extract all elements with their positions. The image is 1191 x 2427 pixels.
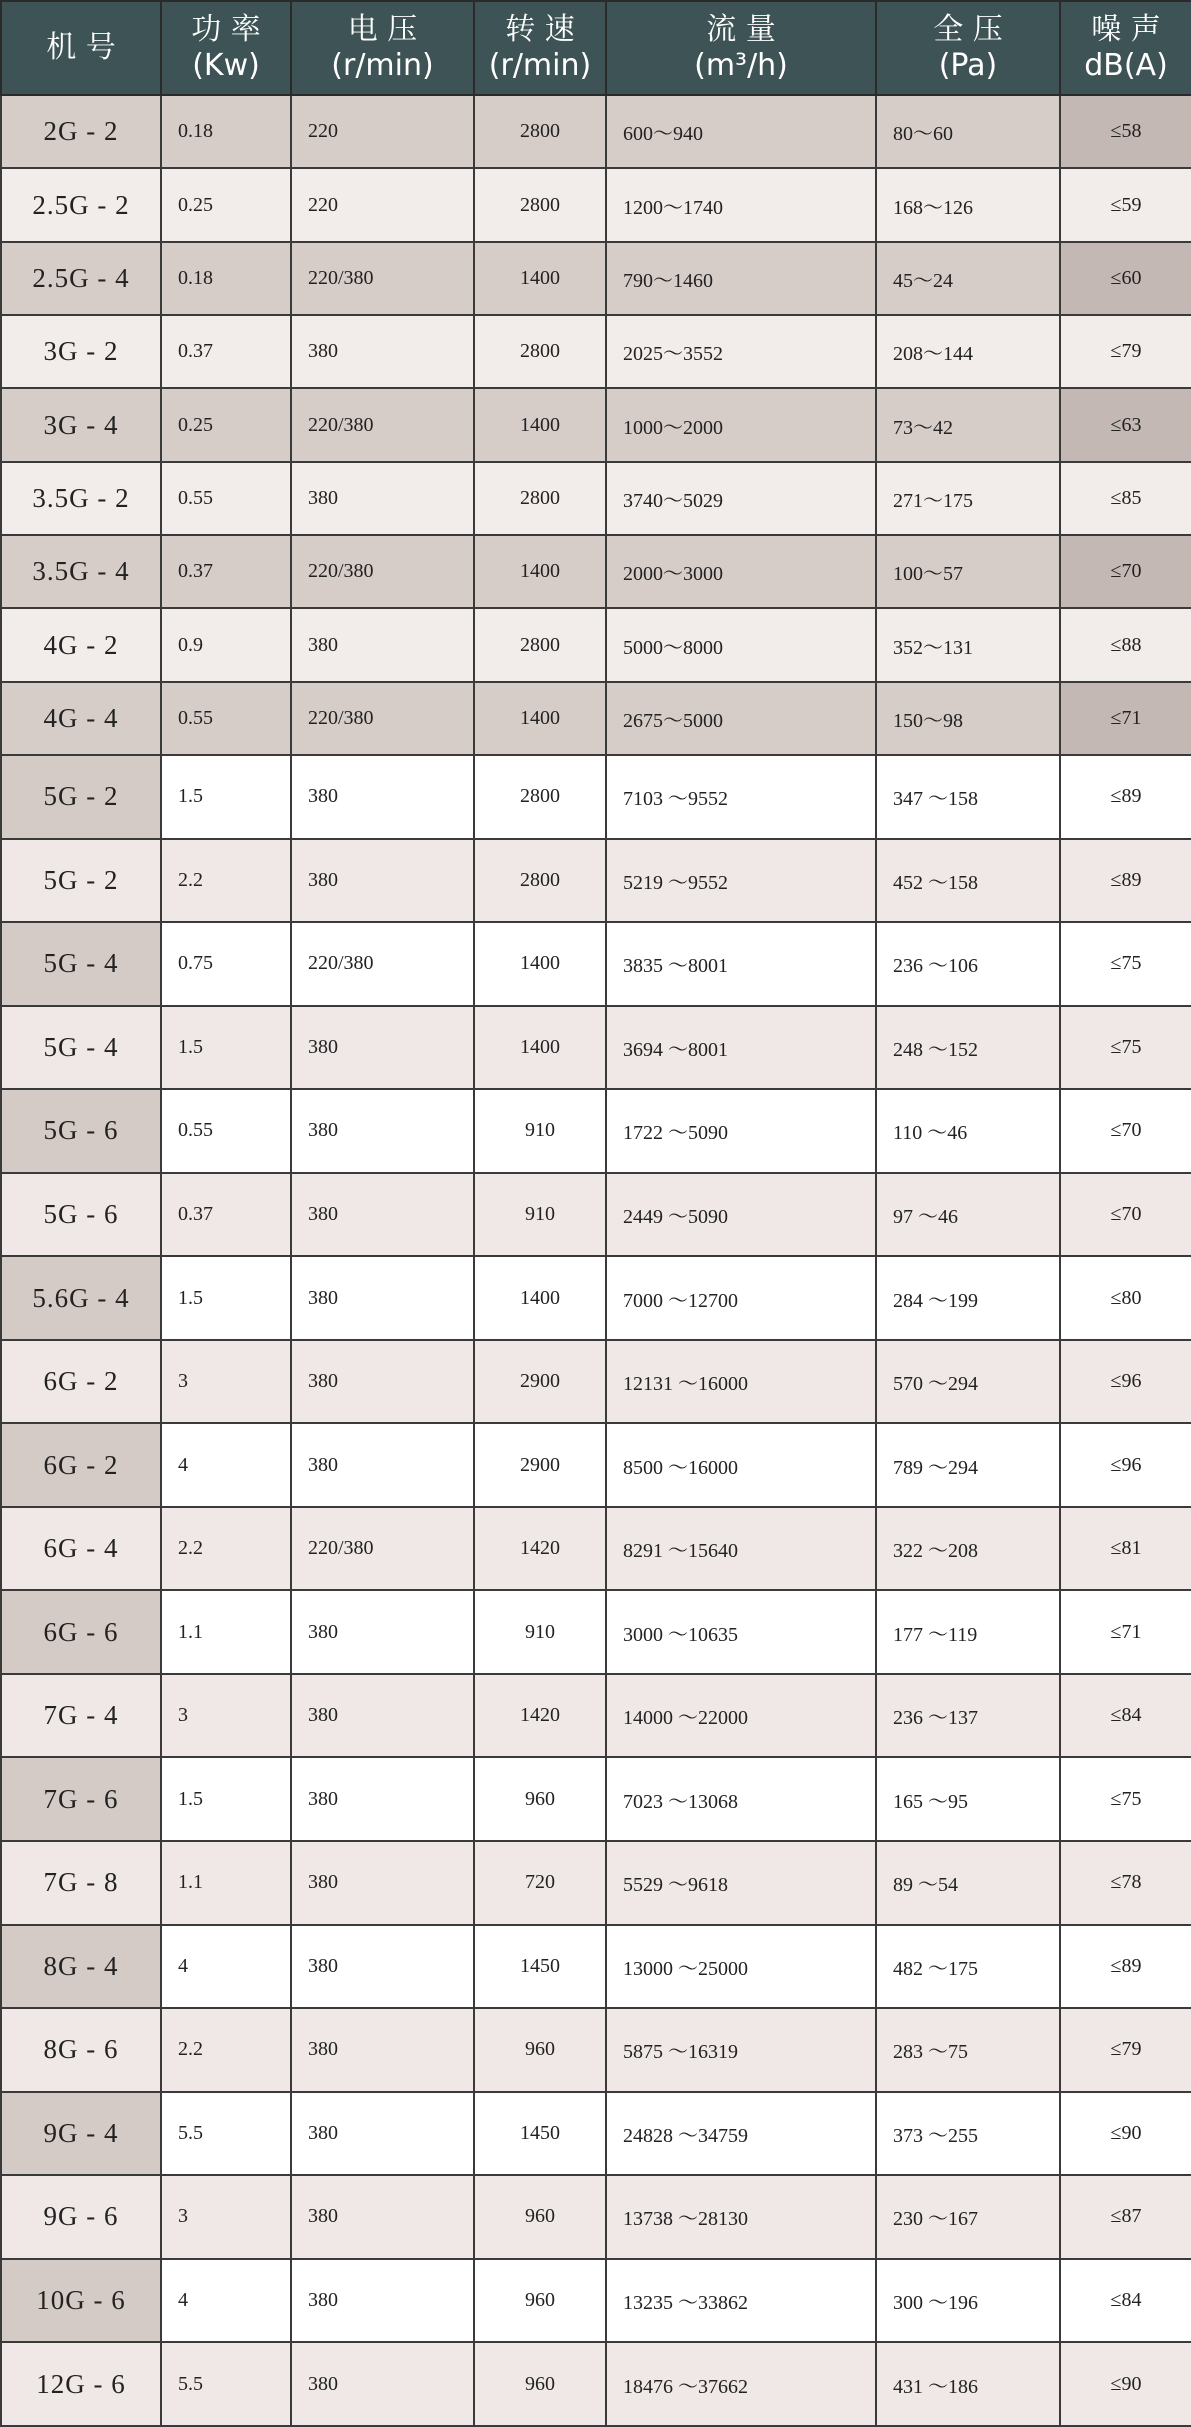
- cell-noise: ≤96: [1060, 1340, 1191, 1424]
- cell-speed: 960: [474, 2259, 606, 2343]
- cell-model: 6G - 2: [1, 1423, 161, 1507]
- cell-voltage: 380: [291, 2008, 474, 2092]
- cell-noise: ≤75: [1060, 1006, 1191, 1090]
- cell-power: 2.2: [161, 839, 291, 923]
- cell-flow: 5219 ～9552: [606, 839, 876, 923]
- cell-noise: ≤59: [1060, 168, 1191, 241]
- cell-pressure: 100～57: [876, 535, 1060, 608]
- cell-noise: ≤60: [1060, 242, 1191, 315]
- cell-power: 0.18: [161, 95, 291, 168]
- cell-flow: 2675～5000: [606, 682, 876, 755]
- cell-pressure: 284 ～199: [876, 1256, 1060, 1340]
- cell-pressure: 80～60: [876, 95, 1060, 168]
- table-row: [1, 535, 1191, 608]
- header-power: 功 率 (Kw): [161, 1, 291, 95]
- cell-voltage: 380: [291, 839, 474, 923]
- cell-model: 10G - 6: [1, 2259, 161, 2343]
- cell-noise: ≤80: [1060, 1256, 1191, 1340]
- cell-noise: ≤89: [1060, 755, 1191, 839]
- cell-speed: 2800: [474, 462, 606, 535]
- header-noise: 噪 声 dB(A): [1060, 1, 1191, 95]
- cell-voltage: 380: [291, 1089, 474, 1173]
- cell-voltage: 380: [291, 1006, 474, 1090]
- cell-noise: ≤75: [1060, 922, 1191, 1006]
- table-row: [1, 388, 1191, 461]
- cell-noise: ≤63: [1060, 388, 1191, 461]
- table-row: [1, 1507, 1191, 1591]
- cell-pressure: 177 ～119: [876, 1590, 1060, 1674]
- table-row: [1, 1256, 1191, 1340]
- cell-speed: 960: [474, 2175, 606, 2259]
- table-row: [1, 1925, 1191, 2009]
- cell-flow: 5875 ～16319: [606, 2008, 876, 2092]
- table-row: [1, 1340, 1191, 1424]
- cell-noise: ≤96: [1060, 1423, 1191, 1507]
- cell-speed: 1400: [474, 242, 606, 315]
- table-row: [1, 1757, 1191, 1841]
- cell-pressure: 452 ～158: [876, 839, 1060, 923]
- table-header-row: [1, 1, 1191, 95]
- cell-noise: ≤81: [1060, 1507, 1191, 1591]
- cell-voltage: 380: [291, 1173, 474, 1257]
- cell-power: 0.25: [161, 388, 291, 461]
- table-row: [1, 2008, 1191, 2092]
- cell-speed: 910: [474, 1089, 606, 1173]
- cell-noise: ≤87: [1060, 2175, 1191, 2259]
- cell-power: 2.2: [161, 2008, 291, 2092]
- cell-voltage: 380: [291, 1925, 474, 2009]
- cell-voltage: 220: [291, 95, 474, 168]
- cell-speed: 2800: [474, 168, 606, 241]
- cell-model: 5G - 4: [1, 922, 161, 1006]
- cell-model: 3.5G - 4: [1, 535, 161, 608]
- table-row: [1, 168, 1191, 241]
- cell-flow: 2025～3552: [606, 315, 876, 388]
- cell-power: 0.25: [161, 168, 291, 241]
- cell-noise: ≤75: [1060, 1757, 1191, 1841]
- table-row: [1, 242, 1191, 315]
- cell-noise: ≤90: [1060, 2342, 1191, 2426]
- cell-pressure: 431 ～186: [876, 2342, 1060, 2426]
- cell-voltage: 380: [291, 1340, 474, 1424]
- table-row: [1, 2175, 1191, 2259]
- table-body: [1, 95, 1191, 2426]
- cell-noise: ≤79: [1060, 2008, 1191, 2092]
- cell-power: 5.5: [161, 2092, 291, 2176]
- cell-speed: 720: [474, 1841, 606, 1925]
- cell-flow: 2000～3000: [606, 535, 876, 608]
- cell-pressure: 168～126: [876, 168, 1060, 241]
- cell-flow: 7000 ～12700: [606, 1256, 876, 1340]
- cell-voltage: 380: [291, 2259, 474, 2343]
- cell-speed: 960: [474, 2008, 606, 2092]
- table-row: [1, 2092, 1191, 2176]
- cell-voltage: 220/380: [291, 242, 474, 315]
- cell-pressure: 97 ～46: [876, 1173, 1060, 1257]
- cell-speed: 2800: [474, 608, 606, 681]
- cell-speed: 2900: [474, 1423, 606, 1507]
- cell-flow: 8291 ～15640: [606, 1507, 876, 1591]
- table-row: [1, 1423, 1191, 1507]
- cell-flow: 13738 ～28130: [606, 2175, 876, 2259]
- table-row: [1, 2342, 1191, 2426]
- cell-power: 4: [161, 1423, 291, 1507]
- cell-model: 12G - 6: [1, 2342, 161, 2426]
- cell-pressure: 271～175: [876, 462, 1060, 535]
- table-row: [1, 755, 1191, 839]
- cell-speed: 1400: [474, 682, 606, 755]
- cell-voltage: 220/380: [291, 535, 474, 608]
- cell-flow: 1722 ～5090: [606, 1089, 876, 1173]
- cell-speed: 2800: [474, 95, 606, 168]
- cell-power: 1.5: [161, 1757, 291, 1841]
- cell-pressure: 45～24: [876, 242, 1060, 315]
- cell-power: 3: [161, 2175, 291, 2259]
- cell-power: 4: [161, 2259, 291, 2343]
- cell-flow: 790～1460: [606, 242, 876, 315]
- cell-voltage: 380: [291, 755, 474, 839]
- cell-model: 4G - 2: [1, 608, 161, 681]
- cell-model: 2.5G - 2: [1, 168, 161, 241]
- cell-pressure: 347 ～158: [876, 755, 1060, 839]
- cell-pressure: 165 ～95: [876, 1757, 1060, 1841]
- cell-power: 0.55: [161, 1089, 291, 1173]
- table-row: [1, 1006, 1191, 1090]
- cell-noise: ≤89: [1060, 1925, 1191, 2009]
- cell-power: 0.55: [161, 682, 291, 755]
- cell-model: 8G - 4: [1, 1925, 161, 2009]
- cell-power: 0.37: [161, 1173, 291, 1257]
- header-speed: 转 速 (r/min): [474, 1, 606, 95]
- cell-voltage: 380: [291, 1674, 474, 1758]
- cell-pressure: 283 ～75: [876, 2008, 1060, 2092]
- cell-model: 2.5G - 4: [1, 242, 161, 315]
- cell-pressure: 236 ～137: [876, 1674, 1060, 1758]
- table-row: [1, 608, 1191, 681]
- cell-power: 0.37: [161, 535, 291, 608]
- cell-voltage: 380: [291, 1423, 474, 1507]
- table-row: [1, 1089, 1191, 1173]
- cell-noise: ≤71: [1060, 1590, 1191, 1674]
- header-flow: 流 量 (m³/h): [606, 1, 876, 95]
- cell-model: 5G - 2: [1, 839, 161, 923]
- cell-noise: ≤71: [1060, 682, 1191, 755]
- cell-speed: 1420: [474, 1674, 606, 1758]
- header-pressure: 全 压 (Pa): [876, 1, 1060, 95]
- cell-power: 0.37: [161, 315, 291, 388]
- table-row: [1, 1674, 1191, 1758]
- cell-flow: 3694 ～8001: [606, 1006, 876, 1090]
- cell-speed: 910: [474, 1590, 606, 1674]
- cell-power: 4: [161, 1925, 291, 2009]
- cell-model: 4G - 4: [1, 682, 161, 755]
- cell-power: 0.55: [161, 462, 291, 535]
- cell-model: 5G - 6: [1, 1173, 161, 1257]
- cell-flow: 3740～5029: [606, 462, 876, 535]
- cell-pressure: 789 ～294: [876, 1423, 1060, 1507]
- cell-power: 0.9: [161, 608, 291, 681]
- cell-voltage: 380: [291, 2175, 474, 2259]
- cell-voltage: 380: [291, 1841, 474, 1925]
- cell-speed: 960: [474, 2342, 606, 2426]
- cell-speed: 1400: [474, 922, 606, 1006]
- cell-speed: 2800: [474, 755, 606, 839]
- cell-speed: 1420: [474, 1507, 606, 1591]
- cell-pressure: 110 ～46: [876, 1089, 1060, 1173]
- cell-voltage: 380: [291, 608, 474, 681]
- cell-voltage: 380: [291, 1757, 474, 1841]
- cell-flow: 14000 ～22000: [606, 1674, 876, 1758]
- cell-model: 9G - 4: [1, 2092, 161, 2176]
- cell-pressure: 89 ～54: [876, 1841, 1060, 1925]
- table-row: [1, 1590, 1191, 1674]
- cell-model: 7G - 8: [1, 1841, 161, 1925]
- cell-flow: 12131 ～16000: [606, 1340, 876, 1424]
- cell-noise: ≤58: [1060, 95, 1191, 168]
- cell-speed: 1400: [474, 535, 606, 608]
- cell-speed: 2800: [474, 315, 606, 388]
- cell-pressure: 236 ～106: [876, 922, 1060, 1006]
- cell-power: 1.5: [161, 755, 291, 839]
- cell-speed: 1400: [474, 1256, 606, 1340]
- cell-voltage: 380: [291, 462, 474, 535]
- cell-noise: ≤70: [1060, 1173, 1191, 1257]
- cell-noise: ≤84: [1060, 1674, 1191, 1758]
- cell-pressure: 208～144: [876, 315, 1060, 388]
- table-row: [1, 95, 1191, 168]
- cell-model: 6G - 6: [1, 1590, 161, 1674]
- cell-speed: 910: [474, 1173, 606, 1257]
- cell-power: 0.75: [161, 922, 291, 1006]
- cell-power: 1.5: [161, 1256, 291, 1340]
- cell-power: 5.5: [161, 2342, 291, 2426]
- cell-power: 3: [161, 1340, 291, 1424]
- cell-voltage: 220: [291, 168, 474, 241]
- table-row: [1, 922, 1191, 1006]
- cell-model: 5.6G - 4: [1, 1256, 161, 1340]
- header-model: 机 号: [1, 1, 161, 95]
- cell-speed: 1450: [474, 2092, 606, 2176]
- cell-model: 3G - 2: [1, 315, 161, 388]
- cell-pressure: 150～98: [876, 682, 1060, 755]
- cell-voltage: 380: [291, 1256, 474, 1340]
- cell-voltage: 220/380: [291, 388, 474, 461]
- cell-flow: 13235 ～33862: [606, 2259, 876, 2343]
- cell-voltage: 380: [291, 2342, 474, 2426]
- table-row: [1, 682, 1191, 755]
- cell-speed: 2800: [474, 839, 606, 923]
- cell-noise: ≤84: [1060, 2259, 1191, 2343]
- cell-speed: 1400: [474, 1006, 606, 1090]
- cell-flow: 2449 ～5090: [606, 1173, 876, 1257]
- cell-model: 3.5G - 2: [1, 462, 161, 535]
- cell-pressure: 373 ～255: [876, 2092, 1060, 2176]
- cell-noise: ≤70: [1060, 1089, 1191, 1173]
- cell-voltage: 380: [291, 2092, 474, 2176]
- cell-flow: 3000 ～10635: [606, 1590, 876, 1674]
- cell-flow: 600～940: [606, 95, 876, 168]
- cell-flow: 7023 ～13068: [606, 1757, 876, 1841]
- cell-flow: 13000 ～25000: [606, 1925, 876, 2009]
- cell-voltage: 380: [291, 1590, 474, 1674]
- cell-noise: ≤88: [1060, 608, 1191, 681]
- cell-pressure: 482 ～175: [876, 1925, 1060, 2009]
- cell-power: 3: [161, 1674, 291, 1758]
- table-row: [1, 1841, 1191, 1925]
- cell-flow: 1200～1740: [606, 168, 876, 241]
- cell-model: 3G - 4: [1, 388, 161, 461]
- cell-power: 2.2: [161, 1507, 291, 1591]
- cell-speed: 2900: [474, 1340, 606, 1424]
- table-row: [1, 839, 1191, 923]
- cell-flow: 8500 ～16000: [606, 1423, 876, 1507]
- cell-model: 7G - 6: [1, 1757, 161, 1841]
- cell-model: 2G - 2: [1, 95, 161, 168]
- cell-flow: 24828 ～34759: [606, 2092, 876, 2176]
- table-row: [1, 462, 1191, 535]
- cell-voltage: 220/380: [291, 922, 474, 1006]
- cell-noise: ≤79: [1060, 315, 1191, 388]
- cell-model: 5G - 6: [1, 1089, 161, 1173]
- cell-power: 1.1: [161, 1590, 291, 1674]
- cell-power: 1.1: [161, 1841, 291, 1925]
- cell-speed: 1450: [474, 1925, 606, 2009]
- cell-voltage: 380: [291, 315, 474, 388]
- cell-pressure: 248 ～152: [876, 1006, 1060, 1090]
- cell-noise: ≤70: [1060, 535, 1191, 608]
- cell-model: 6G - 4: [1, 1507, 161, 1591]
- cell-speed: 960: [474, 1757, 606, 1841]
- cell-noise: ≤85: [1060, 462, 1191, 535]
- table-row: [1, 2259, 1191, 2343]
- cell-pressure: 570 ～294: [876, 1340, 1060, 1424]
- cell-speed: 1400: [474, 388, 606, 461]
- table-row: [1, 1173, 1191, 1257]
- cell-noise: ≤90: [1060, 2092, 1191, 2176]
- cell-model: 5G - 4: [1, 1006, 161, 1090]
- table-row: [1, 315, 1191, 388]
- cell-model: 7G - 4: [1, 1674, 161, 1758]
- cell-pressure: 352～131: [876, 608, 1060, 681]
- cell-flow: 7103 ～9552: [606, 755, 876, 839]
- cell-power: 0.18: [161, 242, 291, 315]
- cell-power: 1.5: [161, 1006, 291, 1090]
- cell-flow: 3835 ～8001: [606, 922, 876, 1006]
- cell-pressure: 230 ～167: [876, 2175, 1060, 2259]
- cell-model: 6G - 2: [1, 1340, 161, 1424]
- cell-voltage: 220/380: [291, 1507, 474, 1591]
- cell-pressure: 300 ～196: [876, 2259, 1060, 2343]
- cell-flow: 5000～8000: [606, 608, 876, 681]
- cell-flow: 1000～2000: [606, 388, 876, 461]
- header-voltage: 电 压 (r/min): [291, 1, 474, 95]
- cell-model: 8G - 6: [1, 2008, 161, 2092]
- cell-pressure: 322 ～208: [876, 1507, 1060, 1591]
- cell-flow: 18476 ～37662: [606, 2342, 876, 2426]
- cell-noise: ≤78: [1060, 1841, 1191, 1925]
- cell-voltage: 220/380: [291, 682, 474, 755]
- cell-flow: 5529 ～9618: [606, 1841, 876, 1925]
- cell-model: 5G - 2: [1, 755, 161, 839]
- cell-noise: ≤89: [1060, 839, 1191, 923]
- cell-pressure: 73～42: [876, 388, 1060, 461]
- cell-model: 9G - 6: [1, 2175, 161, 2259]
